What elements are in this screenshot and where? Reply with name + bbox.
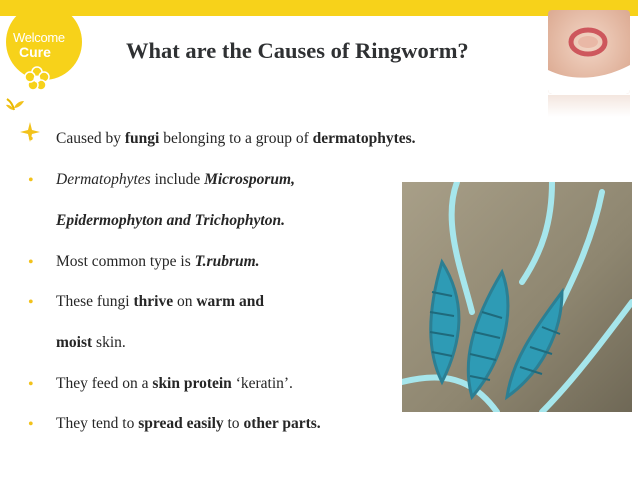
bullet-text-segment: fungi: [124, 130, 160, 147]
bullet-text-segment: include: [150, 171, 205, 188]
leaf-sprig-icon: [4, 96, 28, 118]
welcome-cure-logo: [6, 4, 82, 100]
bullet-text-segment: belonging to a group of: [159, 130, 313, 147]
bullet-text-segment: They tend to: [56, 415, 139, 432]
thumbnail-reflection: [548, 95, 630, 117]
logo-text-cure: Cure: [19, 44, 51, 60]
bullet-dot-icon: •: [28, 172, 34, 189]
top-accent-band: [0, 0, 638, 16]
bullet-item: [56, 375, 293, 393]
flower-icon: [24, 66, 50, 92]
bullet-text-segment: thrive: [133, 293, 174, 310]
bullet-item: [56, 171, 295, 189]
logo-text-welcome: Welcome: [13, 30, 65, 45]
bullet-text-segment: Most common type is: [56, 253, 195, 270]
bullet-text-segment: moist: [56, 334, 93, 351]
bullet-item: [56, 253, 260, 271]
bullet-text-segment: T.rubrum.: [194, 253, 260, 270]
bullet-text-segment: skin.: [92, 334, 126, 351]
bullet-item-continuation: [56, 212, 285, 230]
bullet-text-segment: Microsporum,: [204, 171, 295, 188]
ringworm-skin-photo: [548, 10, 630, 94]
bullet-dot-icon: •: [28, 294, 34, 311]
fungal-hyphae-micrograph: [402, 182, 632, 412]
bullet-text-segment: to: [223, 415, 244, 432]
bullet-text-segment: warm and: [196, 293, 264, 310]
bullet-text-segment: spread easily: [138, 415, 224, 432]
bullet-text-segment: skin protein: [152, 375, 232, 392]
bullet-dot-icon: •: [28, 376, 34, 393]
bullet-text-segment: These fungi: [56, 293, 134, 310]
bullet-item: [56, 293, 264, 311]
bullet-text-segment: other parts.: [243, 415, 321, 432]
bullet-item: [56, 415, 321, 433]
bullet-dot-icon: •: [28, 416, 34, 433]
bullet-dot-icon: •: [28, 131, 34, 148]
bullet-dot-icon: •: [28, 254, 34, 271]
bullet-text-segment: dermatophytes.: [312, 130, 416, 147]
bullet-item-continuation: [56, 334, 126, 352]
bullet-text-segment: Dermatophytes: [56, 171, 151, 188]
bullet-text-segment: ‘keratin’.: [231, 375, 293, 392]
bullet-text-segment: Caused by: [56, 130, 125, 147]
slide-title: What are the Causes of Ringworm?: [126, 38, 469, 63]
bullet-text-segment: on: [173, 293, 197, 310]
bullet-text-segment: They feed on a: [56, 375, 153, 392]
bullet-item: [56, 130, 416, 148]
bullet-text-segment: Epidermophyton and Trichophyton.: [56, 212, 285, 229]
